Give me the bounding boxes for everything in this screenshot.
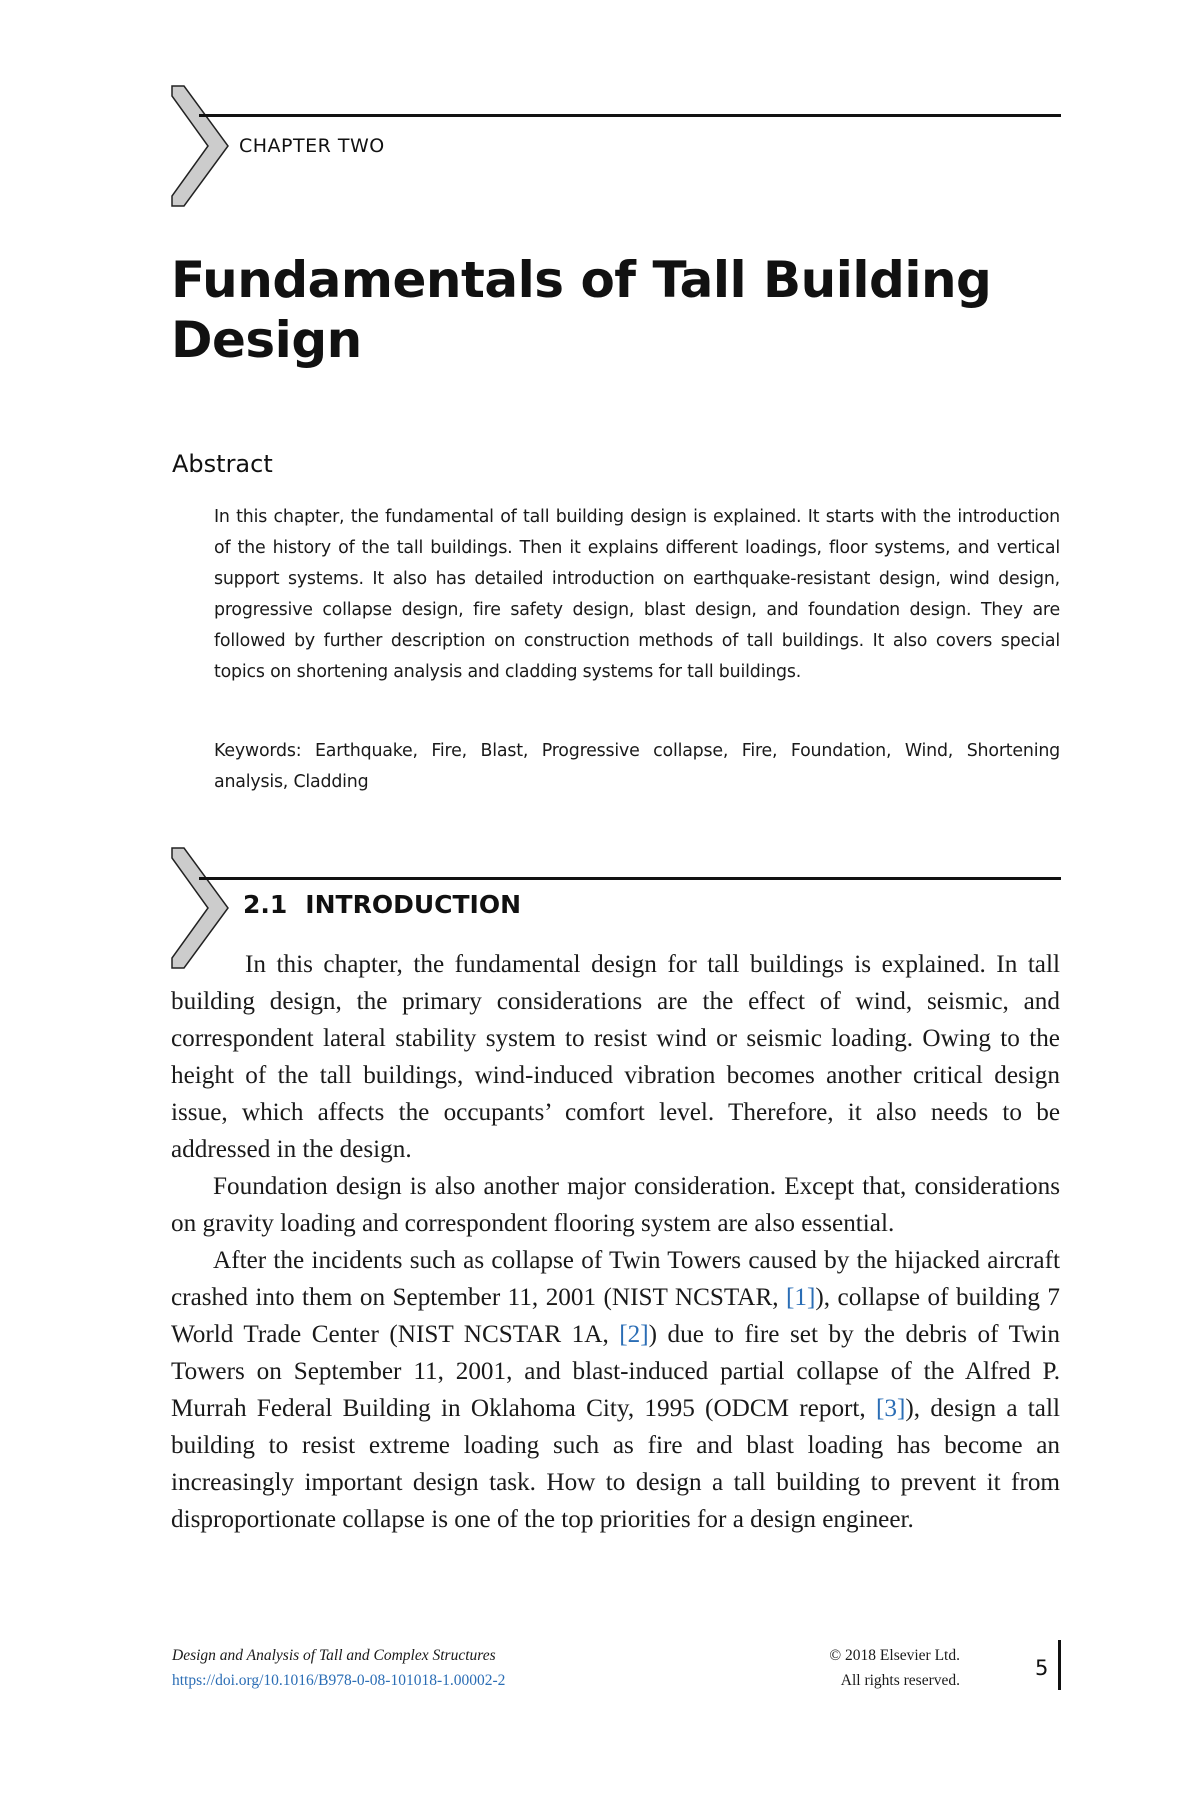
- paragraph-3: [171, 1242, 1060, 1538]
- rights: All rights reserved.: [840, 1672, 960, 1689]
- chapter-rule: [199, 114, 1061, 117]
- citation-2-link[interactable]: [2]: [619, 1321, 649, 1348]
- paragraph-2: Foundation design is also another major consideration. Except that, considerations on gravity loading and correspondent flooring system are also essential.: [171, 1173, 1060, 1237]
- page-number: 5: [1035, 1656, 1049, 1680]
- keywords-label: Keywords:: [214, 741, 302, 761]
- chapter-title: Fundamentals of Tall Building Design: [171, 251, 992, 369]
- section-heading: [243, 890, 521, 919]
- paragraph-3-part-c: ) due to fire set by the debris of Twin Towers on September 11, 2001, and blast-induced partial collapse of the Alfred P. Murrah Federal Building in Oklahoma City, 1995 (ODCM report,: [171, 1321, 1060, 1422]
- citation-3-link[interactable]: [3]: [876, 1395, 906, 1422]
- paragraph-3-part-b: ), collapse of building 7 World Trade Center (NIST NCSTAR 1A,: [171, 1284, 1060, 1348]
- chapter-chevron-icon: [170, 84, 230, 208]
- keywords-list: Earthquake, Fire, Blast, Progressive collapse, Fire, Foundation, Wind, Shortening analysis, Cladding: [214, 741, 1060, 792]
- section-title: INTRODUCTION: [305, 890, 522, 919]
- chapter-label: CHAPTER TWO: [239, 135, 385, 157]
- section-rule: [199, 877, 1061, 880]
- page-number-rule: [1058, 1640, 1061, 1690]
- body-text: [171, 946, 1060, 1538]
- paragraph-1: In this chapter, the fundamental design for tall buildings is explained. In tall building design, the primary considerations are the effect of wind, seismic, and correspondent lateral stability system to resist wind or seismic loading. Owing to the height of the tall buildings, wind-induced vibration becomes another critical design issue, which affects the occupants’ comfort level. Therefore, it also needs to be addressed in the design.: [171, 951, 1060, 1163]
- section-number: 2.1: [243, 890, 288, 919]
- paragraph-3-part-a: After the incidents such as collapse of Twin Towers caused by the hijacked aircraft crashed into them on September 11, 2001 (NIST NCSTAR,: [171, 1247, 1060, 1311]
- citation-1-link[interactable]: [1]: [786, 1284, 816, 1311]
- footer-left: [172, 1643, 505, 1693]
- book-title: Design and Analysis of Tall and Complex Structures: [172, 1647, 496, 1664]
- copyright: © 2018 Elsevier Ltd.: [829, 1647, 960, 1664]
- footer-right: [760, 1643, 960, 1693]
- abstract-heading: Abstract: [172, 450, 273, 478]
- paragraph-3-part-d: ), design a tall building to resist extreme loading such as fire and blast loading has become an increasingly important design task. How to design a tall building to prevent it from disproportionate collapse is one of the top priorities for a design engineer.: [171, 1395, 1060, 1533]
- abstract-text: In this chapter, the fundamental of tall building design is explained. It starts with the introduction of the history of the tall buildings. Then it explains different loadings, floor systems, and vertical support systems. It also has detailed introduction on earthquake-resistant design, wind design, progressive collapse design, fire safety design, blast design, and foundation design. They are followed by further description on construction methods of tall buildings. It also covers special topics on shortening analysis and cladding systems for tall buildings.: [214, 507, 1060, 682]
- keywords: [214, 736, 1060, 798]
- doi-link[interactable]: https://doi.org/10.1016/B978-0-08-101018-1.00002-2: [172, 1672, 506, 1689]
